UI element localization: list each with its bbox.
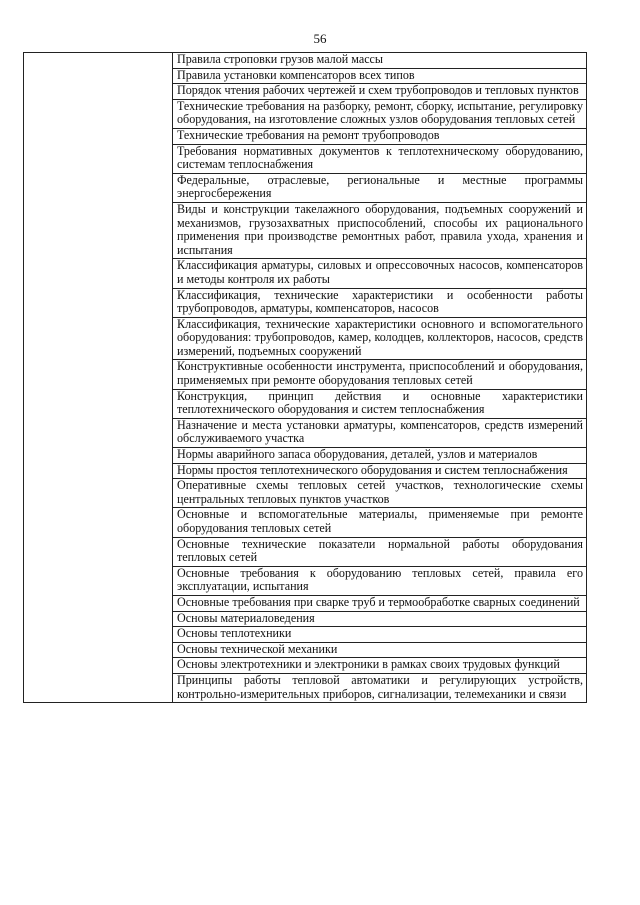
knowledge-table-body <box>24 53 587 703</box>
knowledge-item-cell: Виды и конструкции такелажного оборудования, подъемных сооружений и механизмов, грузозахватных приспособлений, способы их рационального применения при производстве ремонтных работ, правила ухода, хранения и испытания <box>173 202 587 258</box>
knowledge-item-cell: Основные и вспомогательные материалы, применяемые при ремонте оборудования тепловых сетей <box>173 508 587 537</box>
knowledge-item-cell: Основы материаловедения <box>173 611 587 627</box>
knowledge-item-cell: Порядок чтения рабочих чертежей и схем трубопроводов и тепловых пунктов <box>173 84 587 100</box>
knowledge-item-cell: Технические требования на разборку, ремонт, сборку, испытание, регулировку оборудования, на изготовление сложных узлов оборудования тепловых сетей <box>173 99 587 128</box>
knowledge-item-cell: Принципы работы тепловой автоматики и регулирующих устройств, контрольно-измерительных приборов, сигнализации, телемеханики и связи <box>173 673 587 702</box>
knowledge-item-cell: Классификация арматуры, силовых и опрессовочных насосов, компенсаторов и методы контроля их работы <box>173 259 587 288</box>
knowledge-item-cell: Основные требования при сварке труб и термообработке сварных соединений <box>173 595 587 611</box>
page-number: 56 <box>313 31 327 46</box>
knowledge-item-cell: Требования нормативных документов к теплотехническому оборудованию, системам теплоснабжения <box>173 144 587 173</box>
knowledge-item-cell: Правила установки компенсаторов всех типов <box>173 68 587 84</box>
knowledge-item-cell: Основы технической механики <box>173 642 587 658</box>
knowledge-item-cell: Федеральные, отраслевые, региональные и местные программы энергосбережения <box>173 173 587 202</box>
knowledge-item-cell: Технические требования на ремонт трубопроводов <box>173 128 587 144</box>
knowledge-item-cell: Конструктивные особенности инструмента, приспособлений и оборудования, применяемых при ремонте оборудования тепловых сетей <box>173 360 587 389</box>
knowledge-item-cell: Конструкция, принцип действия и основные характеристики теплотехнического оборудования и систем теплоснабжения <box>173 389 587 418</box>
knowledge-item-cell: Правила строповки грузов малой массы <box>173 53 587 69</box>
knowledge-item-cell: Основы электротехники и электроники в рамках своих трудовых функций <box>173 658 587 674</box>
knowledge-item-cell: Классификация, технические характеристики и особенности работы трубопроводов, арматуры, компенсаторов, насосов <box>173 288 587 317</box>
knowledge-item-cell: Назначение и места установки арматуры, компенсаторов, средств измерений обслуживаемого участка <box>173 418 587 447</box>
section-label-cell <box>24 53 173 703</box>
knowledge-item-cell: Нормы аварийного запаса оборудования, деталей, узлов и материалов <box>173 448 587 464</box>
knowledge-item-cell: Основные технические показатели нормальной работы оборудования тепловых сетей <box>173 537 587 566</box>
knowledge-item-cell: Классификация, технические характеристики основного и вспомогательного оборудования: трубопроводов, камер, колодцев, коллекторов, насосов, средств измерений, подъемных сооружений <box>173 317 587 360</box>
knowledge-item-cell: Нормы простоя теплотехнического оборудования и систем теплоснабжения <box>173 463 587 479</box>
knowledge-table <box>23 52 587 703</box>
knowledge-item-cell: Основы теплотехники <box>173 627 587 643</box>
knowledge-item-cell: Основные требования к оборудованию тепловых сетей, правила его эксплуатации, испытания <box>173 566 587 595</box>
table-row <box>24 53 587 69</box>
knowledge-item-cell: Оперативные схемы тепловых сетей участков, технологические схемы центральных тепловых пунктов участков <box>173 479 587 508</box>
